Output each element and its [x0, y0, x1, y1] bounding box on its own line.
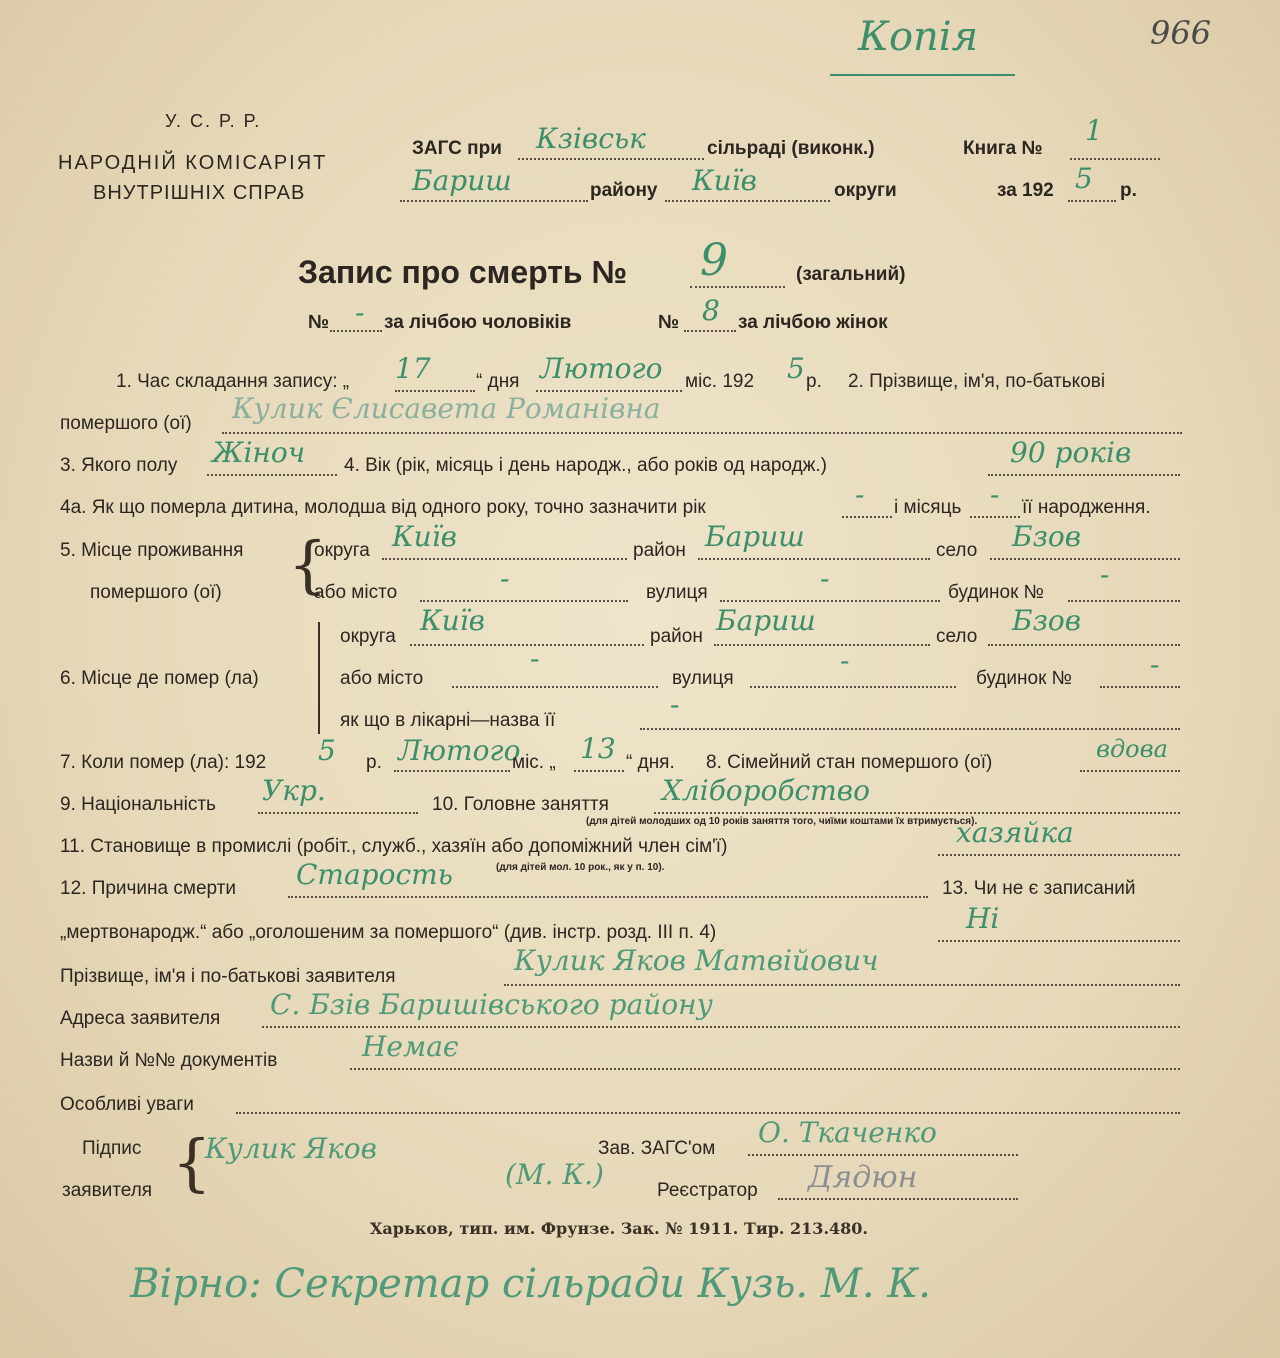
- f11-label: 11. Становище в промислі (робіт., служб., хазяїн або допоміжний член сім'ї): [60, 836, 728, 857]
- f9-label: 9. Національність: [60, 794, 216, 815]
- f4-line: [988, 474, 1180, 476]
- record-type: (загальний): [796, 264, 906, 285]
- f6-misto-value: -: [530, 642, 540, 675]
- f6-okruga-value: Київ: [420, 604, 485, 637]
- applicant-docs-line: [350, 1068, 1180, 1070]
- f5-label-2: помершого (ої): [90, 582, 222, 603]
- f8-value: вдова: [1096, 735, 1168, 763]
- f3-line: [207, 474, 337, 476]
- applicant-address-label: Адреса заявителя: [60, 1008, 221, 1029]
- f1-month-label: міс. 192: [685, 371, 755, 392]
- f5-rayon-label: район: [633, 540, 686, 561]
- f10-label: 10. Головне заняття: [432, 794, 609, 815]
- f4a-month-line: [970, 516, 1020, 518]
- female-no-value: 8: [702, 294, 720, 327]
- f1-label: 1. Час складання запису: „: [116, 371, 350, 392]
- f2-line: [222, 432, 1182, 434]
- okruga-value: Київ: [692, 164, 757, 197]
- f5-bud-value: -: [1100, 558, 1110, 591]
- sign-value: Кулик Яков: [205, 1132, 377, 1165]
- f5-rayon-line: [698, 558, 930, 560]
- f6-rayon-value: Бариш: [716, 604, 816, 637]
- record-title: Запис про смерть №: [298, 254, 628, 290]
- f9-value: Укр.: [262, 774, 326, 807]
- f11-line: [938, 854, 1180, 856]
- copy-underline: [830, 74, 1015, 76]
- f12-label: 12. Причина смерти: [60, 878, 236, 899]
- year-suffix: р.: [1120, 180, 1137, 201]
- f5-misto-value: -: [500, 562, 510, 595]
- f5-brace: {: [288, 528, 328, 601]
- female-no-line: [684, 330, 736, 332]
- f5-okruga-value: Київ: [392, 520, 457, 553]
- reg-label: Реєстратор: [657, 1180, 758, 1201]
- applicant-notes-label: Особливі уваги: [60, 1094, 194, 1115]
- f5-misto-line: [420, 600, 628, 602]
- district-value: Бариш: [412, 164, 512, 197]
- f5-vul-value: -: [820, 562, 830, 595]
- reg-line: [778, 1198, 1018, 1200]
- f10-line: [654, 812, 1180, 814]
- book-label: Книга №: [963, 138, 1043, 159]
- f13-value: Ні: [966, 902, 1000, 935]
- f1-year: 5: [787, 352, 805, 385]
- printer-imprint: Харьков, тип. им. Фрунзе. Зак. № 1911. Тир. 213.480.: [370, 1219, 868, 1238]
- f1-suffix: р.: [806, 371, 822, 392]
- sign-label-2: заявителя: [62, 1180, 153, 1201]
- f10-value: Хліборобство: [662, 774, 870, 807]
- okruga-label: округи: [834, 180, 897, 201]
- f6-selo-line: [988, 644, 1180, 646]
- f5-label-1: 5. Місце проживання: [60, 540, 244, 561]
- applicant-notes-line: [236, 1112, 1180, 1114]
- f5-selo-line: [990, 558, 1180, 560]
- applicant-name-value: Кулик Яков Матвійович: [514, 944, 879, 977]
- f4a-month: -: [990, 478, 1000, 511]
- f5-vul-line: [720, 600, 940, 602]
- f6-selo-label: село: [936, 626, 978, 647]
- f8-line: [1080, 770, 1180, 772]
- f6-hosp-value: -: [670, 688, 680, 721]
- f9-line: [258, 812, 418, 814]
- f7-day: 13: [580, 732, 616, 765]
- f3-label: 3. Якого полу: [60, 455, 178, 476]
- f5-bud-label: будинок №: [948, 582, 1045, 603]
- f7-mis: міс. „: [512, 752, 556, 773]
- f6-rayon-line: [714, 644, 930, 646]
- male-no-label: №: [308, 312, 330, 333]
- f6-misto-label: або місто: [340, 668, 424, 689]
- f4a-year: -: [855, 478, 865, 511]
- f4a-year-line: [842, 516, 892, 518]
- f7-month: Лютого: [398, 734, 521, 767]
- council-label: сільраді (виконк.): [707, 138, 875, 159]
- certification: Вірно: Секретар сільради Кузь. М. К.: [130, 1261, 931, 1307]
- f6-hosp-line: [640, 728, 1180, 730]
- f4a-label: 4а. Як що померла дитина, молодша від одного року, точно зазначити рік: [60, 497, 706, 518]
- female-no-text: за лічбою жінок: [738, 312, 888, 333]
- okruga-line: [665, 200, 830, 202]
- f6-bud-label: будинок №: [976, 668, 1073, 689]
- book-value: 1: [1085, 114, 1103, 147]
- f5-vul-label: вулиця: [646, 582, 708, 603]
- record-number-line: [690, 286, 785, 288]
- f6-okruga-line: [410, 644, 644, 646]
- year-line: [1068, 200, 1116, 202]
- head-line: [748, 1154, 1018, 1156]
- f7-r: р.: [366, 752, 382, 773]
- f6-bud-line: [1100, 686, 1180, 688]
- header-commissariat: НАРОДНІЙ КОМІСАРІЯТ: [58, 152, 328, 174]
- zags-line: [518, 158, 704, 160]
- applicant-name-label: Прізвище, ім'я і по-батькові заявителя: [60, 966, 396, 987]
- f7-month-line: [394, 770, 510, 772]
- female-no-label: №: [658, 312, 680, 333]
- male-no-value: -: [355, 296, 365, 329]
- f7-year: 5: [318, 734, 336, 767]
- f6-selo-value: Бзов: [1012, 604, 1082, 637]
- f4a-suffix: її народження.: [1022, 497, 1151, 518]
- f6-bracket: [318, 622, 320, 734]
- f2-start-label: 2. Прізвище, ім'я, по-батькові: [848, 371, 1106, 392]
- f6-rayon-label: район: [650, 626, 703, 647]
- f1-mid: “ дня: [476, 371, 520, 392]
- header-ussr: У. С. Р. Р.: [165, 111, 262, 131]
- male-no-text: за лічбою чоловіків: [384, 312, 572, 333]
- f11-note: (для дітей мол. 10 рок., як у п. 10).: [496, 862, 665, 873]
- f5-rayon-value: Бариш: [705, 520, 805, 553]
- f13-line: [938, 940, 1180, 942]
- f8-label: 8. Сімейний стан помершого (ої): [706, 752, 993, 773]
- sign-initials: (М. К.): [505, 1158, 604, 1191]
- archive-number: 966: [1150, 14, 1212, 52]
- f4a-mid: і місяць: [894, 497, 962, 518]
- applicant-docs-value: Немає: [362, 1030, 459, 1063]
- sign-brace: {: [172, 1126, 212, 1199]
- f7-day-line: [574, 770, 624, 772]
- f6-okruga-label: округа: [340, 626, 396, 647]
- f2-value: Кулик Єлисавета Романівна: [232, 392, 661, 425]
- f6-vul-label: вулиця: [672, 668, 734, 689]
- male-no-line: [330, 330, 382, 332]
- f6-vul-value: -: [840, 644, 850, 677]
- f7-label: 7. Коли помер (ла): 192: [60, 752, 267, 773]
- f12-line: [288, 896, 928, 898]
- f1-day: 17: [395, 352, 431, 385]
- f5-selo-value: Бзов: [1012, 520, 1082, 553]
- f5-misto-label: або місто: [314, 582, 398, 603]
- f5-okruga-line: [382, 558, 627, 560]
- zags-label: ЗАГС при: [412, 138, 502, 159]
- district-line: [400, 200, 588, 202]
- applicant-address-line: [262, 1026, 1180, 1028]
- f2-label: помершого (ої): [60, 413, 192, 434]
- zags-value: Кзівськ: [536, 122, 646, 155]
- reg-value: Дядюн: [808, 1160, 918, 1195]
- f11-value: хазяйка: [956, 816, 1074, 849]
- applicant-name-line: [504, 984, 1180, 986]
- f12-value: Старость: [296, 858, 453, 891]
- head-label: Зав. ЗАГС'ом: [598, 1138, 716, 1159]
- f6-misto-line: [452, 686, 658, 688]
- district-label: району: [590, 180, 658, 201]
- f1-month: Лютого: [540, 352, 663, 385]
- f6-bud-value: -: [1150, 648, 1160, 681]
- f13-start-label: 13. Чи не є записаний: [942, 878, 1136, 899]
- f10-note: (для дітей молодших од 10 років заняття того, чиїми коштами їх втримується).: [586, 816, 978, 827]
- f13-label: „мертвонародж.“ або „оголошеним за помершого“ (див. інстр. розд. III п. 4): [60, 922, 717, 943]
- f5-okruga-label: округа: [314, 540, 370, 561]
- record-number: 9: [700, 235, 728, 286]
- f4-label: 4. Вік (рік, місяць і день народж., або років од народж.): [344, 455, 827, 476]
- sign-label-1: Підпис: [82, 1138, 142, 1159]
- header-internal-affairs: ВНУТРІШНІХ СПРАВ: [93, 182, 306, 204]
- applicant-address-value: С. Бзів Баришівського району: [270, 988, 713, 1021]
- f6-vul-line: [750, 686, 956, 688]
- year-value: 5: [1075, 162, 1093, 195]
- f3-value: Жіноч: [212, 436, 306, 469]
- f6-label: 6. Місце де помер (ла): [60, 668, 259, 689]
- f6-hosp-label: як що в лікарні—назва її: [340, 710, 556, 731]
- book-line: [1070, 158, 1160, 160]
- head-value: О. Ткаченко: [758, 1116, 937, 1149]
- f5-selo-label: село: [936, 540, 978, 561]
- f7-dnya: “ дня.: [626, 752, 675, 773]
- copy-annotation: Копія: [858, 14, 979, 60]
- year-label: за 192: [997, 180, 1054, 201]
- f5-bud-line: [1068, 600, 1180, 602]
- applicant-docs-label: Назви й №№ документів: [60, 1050, 278, 1071]
- f4-value: 90 років: [1010, 436, 1132, 469]
